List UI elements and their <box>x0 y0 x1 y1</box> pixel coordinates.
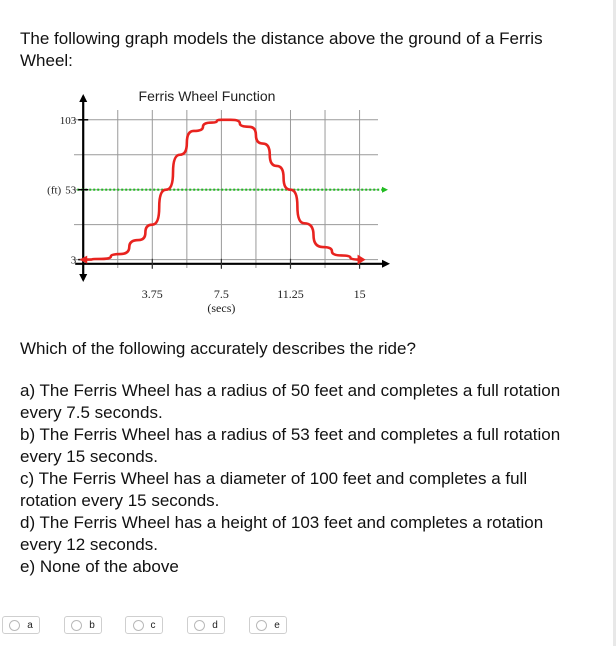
y-axis-arrow-up <box>79 94 87 102</box>
answer-choice-d[interactable] <box>187 616 225 634</box>
answer-choice-b[interactable] <box>64 616 102 634</box>
answer-choice-e-label: e <box>274 619 280 631</box>
radio-d[interactable] <box>194 620 205 631</box>
y-tick-label: 3 <box>70 254 77 267</box>
y-axis-label: (ft) <box>47 184 62 197</box>
ferris-wheel-chart <box>20 86 400 326</box>
option-d-text: d) The Ferris Wheel has a height of 103 feet and completes a rotation every 12 seconds. <box>20 513 544 554</box>
answer-choice-e[interactable] <box>249 616 287 634</box>
radio-c[interactable] <box>133 620 144 631</box>
answer-choice-b-label: b <box>89 619 95 631</box>
x-axis-label: (secs) <box>207 300 236 315</box>
x-tick-label: 15 <box>353 286 366 301</box>
midline-arrow <box>382 187 388 193</box>
x-tick-label: 3.75 <box>141 286 163 301</box>
question-text: Which of the following accurately describes the ride? <box>20 339 416 358</box>
y-tick-label: 103 <box>59 114 77 127</box>
x-axis-arrow <box>382 260 390 268</box>
radio-b[interactable] <box>71 620 82 631</box>
x-tick-label: 11.25 <box>277 286 304 301</box>
answer-choice-a-label: a <box>27 619 33 631</box>
radio-e[interactable] <box>256 620 267 631</box>
x-tick-label: 7.5 <box>213 286 229 301</box>
answer-choice-a[interactable] <box>2 616 40 634</box>
question-prompt: The following graph models the distance above the ground of a Ferris Wheel: <box>20 29 543 70</box>
answer-choices <box>0 614 616 640</box>
option-b-text: b) The Ferris Wheel has a radius of 53 feet and completes a full rotation every 15 seconds. <box>20 425 561 466</box>
chart-svg <box>20 86 400 326</box>
radio-a[interactable] <box>9 620 20 631</box>
option-c-text: c) The Ferris Wheel has a diameter of 100 feet and completes a full rotation every 15 seconds. <box>20 469 528 510</box>
options-list <box>20 380 580 578</box>
y-axis-arrow-down <box>79 274 87 282</box>
y-tick-label: 53 <box>65 184 77 197</box>
option-e-text: e) None of the above <box>20 557 179 576</box>
answer-choice-c-label: c <box>150 619 156 631</box>
chart-title: Ferris Wheel Function <box>138 88 276 104</box>
option-a-text: a) The Ferris Wheel has a radius of 50 feet and completes a full rotation every 7.5 seconds. <box>20 381 561 422</box>
answer-choice-d-label: d <box>212 619 218 631</box>
answer-choice-c[interactable] <box>125 616 163 634</box>
